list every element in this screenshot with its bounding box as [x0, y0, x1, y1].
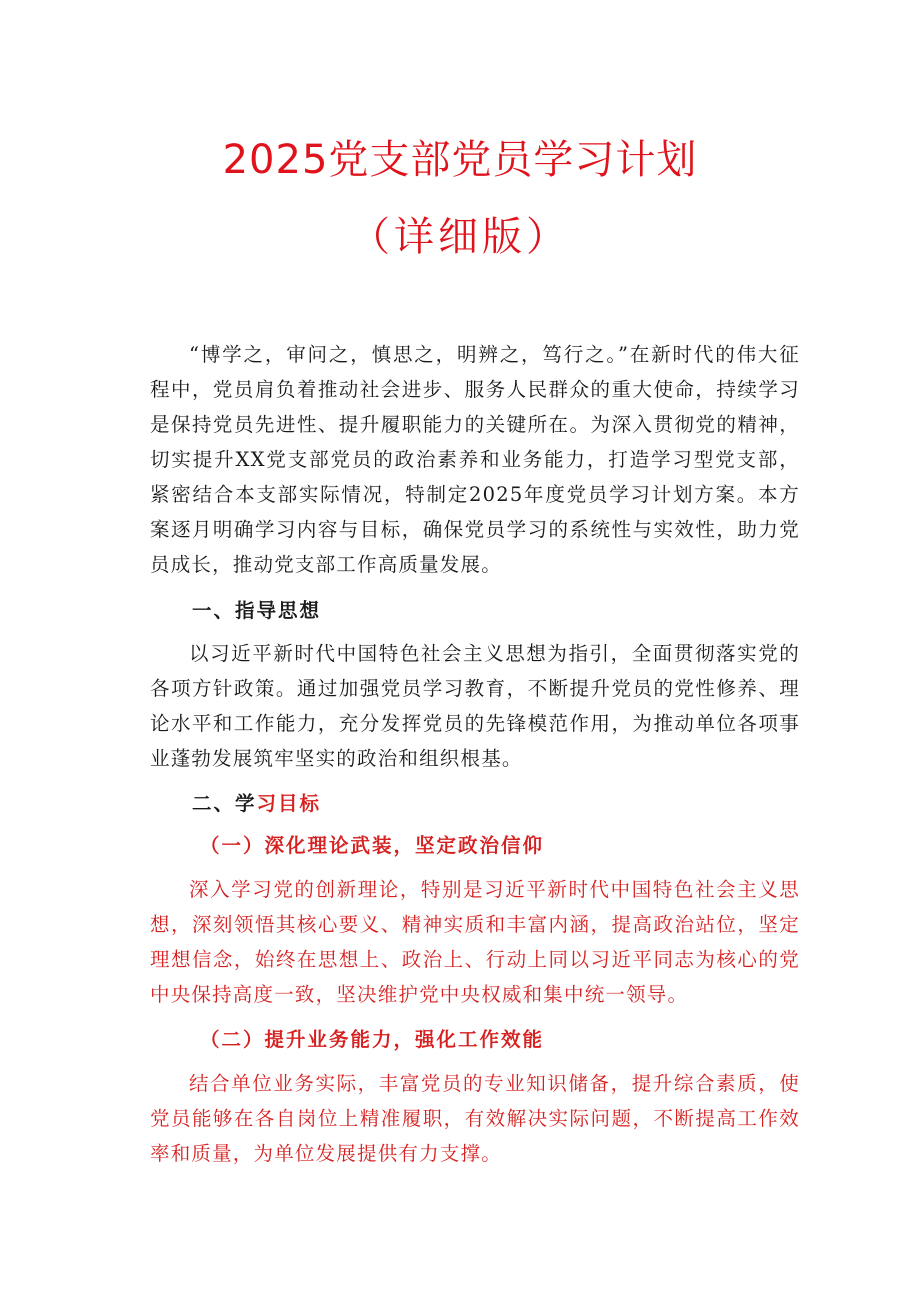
subsection-body-theory: 深入学习党的创新理论，特别是习近平新时代中国特色社会主义思想，深刻领悟其核心要义、精神实质和丰富内涵，提高政治站位，坚定理想信念，始终在思想上、政治上、行动上同以习近平同志为核心的党中央保持高度一致，坚决维护党中央权威和集中统一领导。 [150, 878, 800, 1006]
section-heading-learning-goals [192, 786, 321, 821]
intro-paragraph: “博学之，审问之，慎思之，明辨之，笃行之。”在新时代的伟大征程中，党员肩负着推动社会进步、服务人民群众的重大使命，持续学习是保持党员先进性、提升履职能力的关键所在。为深入贯彻党的精神，切实提升XX党支部党员的政治素养和业务能力，打造学习型党支部，紧密结合本支部实际情况，特制定2025年度党员学习计划方案。本方案逐月明确学习内容与目标，确保党员学习的系统性与实效性，助力党员成长，推动党支部工作高质量发展。 [150, 343, 800, 576]
section-heading-guiding-ideology: 一、指导思想 [192, 599, 322, 622]
subheading-business: （二）提升业务能力，强化工作效能 [200, 1028, 545, 1051]
subsection-body-business: 结合单位业务实际，丰富党员的专业知识储备，提升综合素质，使党员能够在各自岗位上精准履职，有效解决实际问题，不断提高工作效率和质量，为单位发展提供有力支撑。 [150, 1072, 800, 1165]
heading-prefix: 二、学 [192, 792, 257, 815]
heading-suffix: 习目标 [256, 792, 322, 815]
document-subtitle: （详细版） [350, 214, 570, 260]
subheading-theory: （一）深化理论武装，坚定政治信仰 [200, 834, 545, 857]
section-body-guiding-ideology: 以习近平新时代中国特色社会主义思想为指引，全面贯彻落实党的各项方针政策。通过加强党员学习教育，不断提升党员的党性修养、理论水平和工作能力，充分发挥党员的先锋模范作用，为推动单位各项事业蓬勃发展筑牢坚实的政治和组织根基。 [150, 642, 800, 770]
document-title: 2025党支部党员学习计划 [222, 137, 698, 183]
